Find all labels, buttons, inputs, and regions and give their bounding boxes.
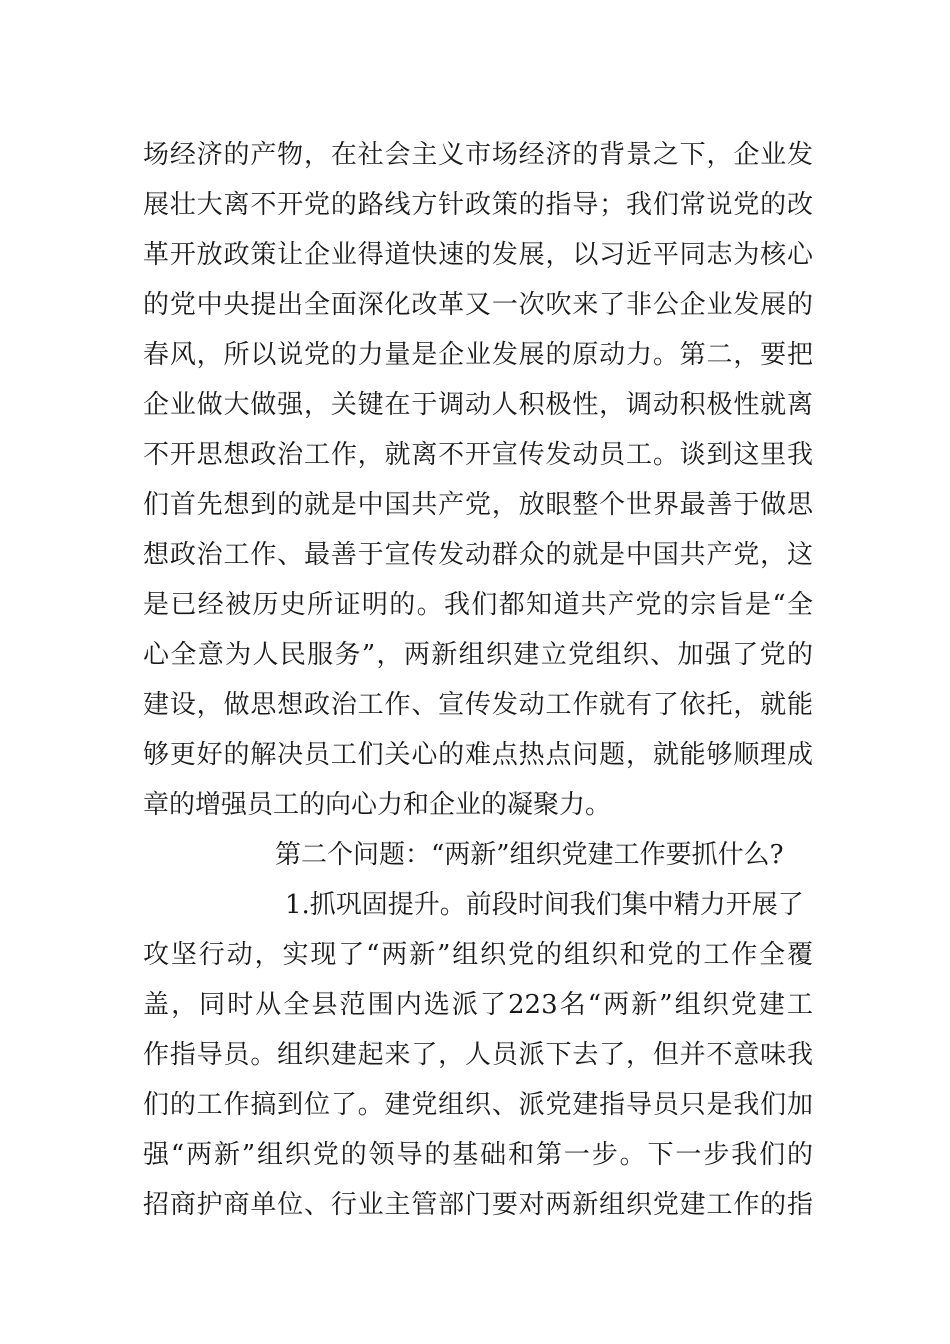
text-line-paragraph-end: 章的增强员工的向心力和企业的凝聚力。: [143, 790, 612, 820]
text-line: 的党中央提出全面深化改革又一次吹来了非公企业发展的: [143, 290, 813, 320]
text-line: 招商护商单位、行业主管部门要对两新组织党建工作的指: [143, 1190, 813, 1220]
text-line: 们首先想到的就是中国共产党，放眼整个世界最善于做思: [143, 490, 813, 520]
text-line: 展壮大离不开党的路线方针政策的指导；我们常说党的改: [143, 190, 813, 220]
section-heading: 第二个问题：“两新”组织党建工作要抓什么?: [275, 840, 784, 870]
text-line: 想政治工作、最善于宣传发动群众的就是中国共产党，这: [143, 540, 813, 570]
text-line: 是已经被历史所证明的。我们都知道共产党的宗旨是“全: [143, 590, 813, 620]
text-line: 作指导员。组织建起来了，人员派下去了，但并不意味我: [143, 1040, 813, 1070]
text-line: 心全意为人民服务”，两新组织建立党组织、加强了党的: [143, 640, 813, 670]
text-line: 春风，所以说党的力量是企业发展的原动力。第二，要把: [143, 340, 813, 370]
text-line: 建设，做思想政治工作、宣传发动工作就有了依托，就能: [143, 690, 813, 720]
numbered-item-start: 1.抓巩固提升。前段时间我们集中精力开展了: [285, 890, 804, 920]
text-line: 革开放政策让企业得道快速的发展，以习近平同志为核心: [143, 240, 813, 270]
text-line: 盖，同时从全县范围内选派了223名“两新”组织党建工: [143, 990, 813, 1020]
text-line: 够更好的解决员工们关心的难点热点问题，就能够顺理成: [143, 740, 813, 770]
text-line: 企业做大做强，关键在于调动人积极性，调动积极性就离: [143, 390, 813, 420]
text-line: 们的工作搞到位了。建党组织、派党建指导员只是我们加: [143, 1090, 813, 1120]
text-line: 不开思想政治工作，就离不开宣传发动员工。谈到这里我: [143, 440, 813, 470]
body-text: [143, 130, 813, 1230]
text-line: 强“两新”组织党的领导的基础和第一步。下一步我们的: [143, 1140, 813, 1170]
text-line: 场经济的产物，在社会主义市场经济的背景之下，企业发: [143, 140, 813, 170]
text-line: 攻坚行动，实现了“两新”组织党的组织和党的工作全覆: [143, 940, 813, 970]
